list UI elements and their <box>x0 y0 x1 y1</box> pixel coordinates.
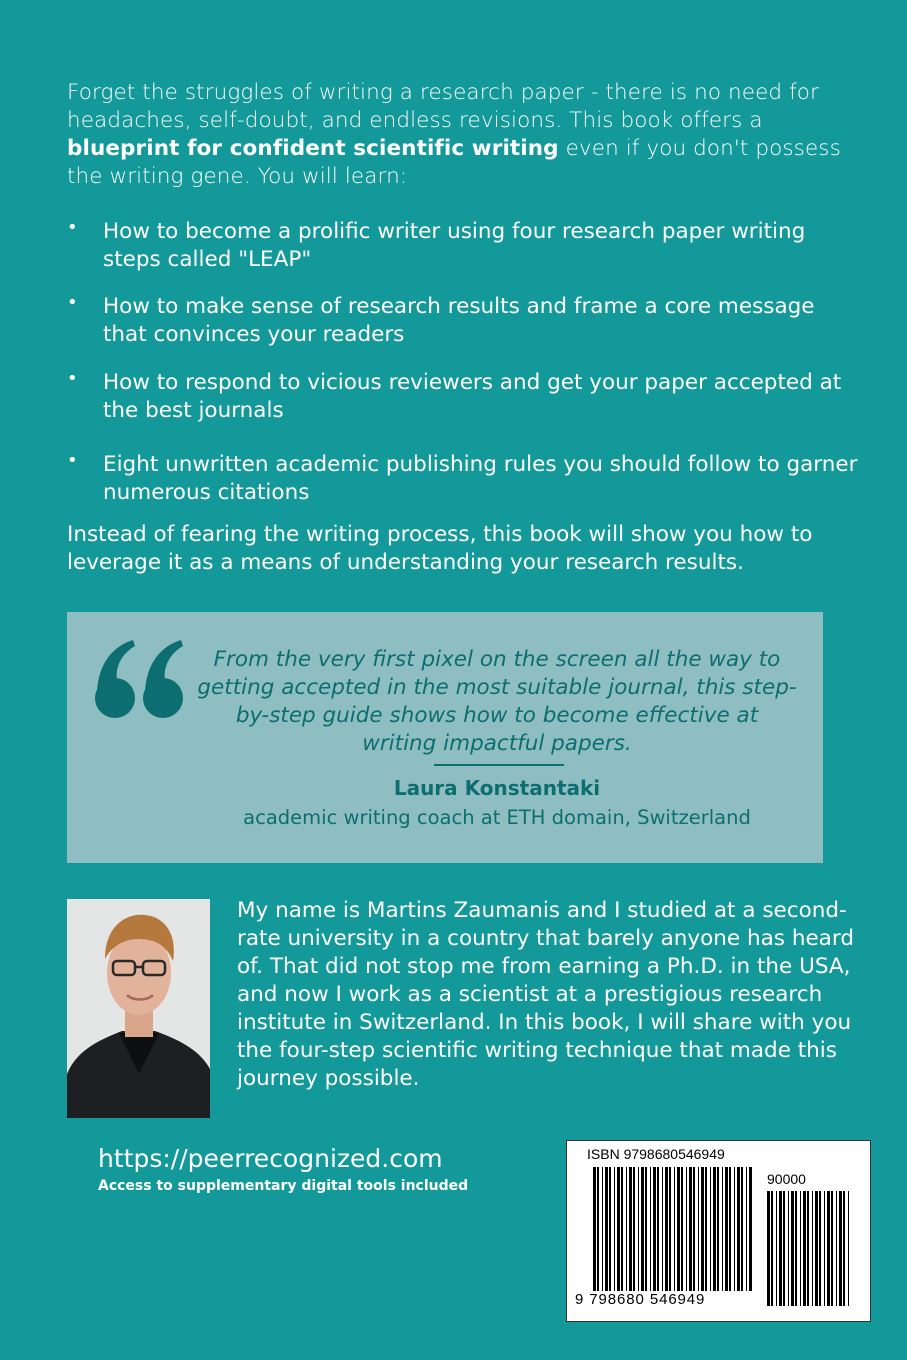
barcode-bar <box>795 1191 797 1306</box>
barcode-bar <box>617 1167 620 1291</box>
barcode-bar <box>729 1167 731 1291</box>
barcode-bar <box>710 1167 711 1291</box>
barcode-bar <box>791 1191 794 1306</box>
barcode-bar <box>831 1191 833 1306</box>
barcode-bar <box>839 1191 842 1306</box>
barcode-bar <box>746 1167 747 1291</box>
barcode-bar <box>836 1191 837 1306</box>
barcode-bar <box>741 1167 743 1291</box>
barcode-bar <box>749 1167 752 1291</box>
intro-text-end: even if you don't possess the writing gene. You will learn: <box>67 136 841 189</box>
barcode-bar <box>605 1167 608 1291</box>
barcode-bar <box>621 1167 623 1291</box>
website-subtitle: Access to supplementary digital tools included <box>98 1178 469 1194</box>
list-item-text: How to become a prolific writer using four research paper writing steps called "LEAP" <box>103 219 806 272</box>
barcode-bar <box>843 1191 845 1306</box>
barcode-bar <box>689 1167 692 1291</box>
barcode-bar <box>725 1167 728 1291</box>
barcode-bar <box>698 1167 699 1291</box>
barcode-bar <box>614 1167 615 1291</box>
barcode-bar <box>767 1191 770 1306</box>
barcode-bar <box>662 1167 663 1291</box>
barcode-bar <box>705 1167 707 1291</box>
barcode-bar <box>771 1191 773 1306</box>
author-bio: My name is Martins Zaumanis and I studied at a second-rate university in a country that barely anyone has heard of. That did not stop me from earning a Ph.D. in the USA, and now I work as a scientist at a prestigious research institute in Switzerland. In this book, I will share with you the four-step scientific writing technique that made this journey possible. <box>237 898 854 1091</box>
barcode-bar <box>701 1167 704 1291</box>
barcode-bar <box>807 1191 809 1306</box>
isbn-label: ISBN 9798680546949 <box>587 1146 725 1162</box>
barcode-bar <box>657 1167 659 1291</box>
barcode-bar <box>722 1167 723 1291</box>
barcode-bar <box>669 1167 671 1291</box>
barcode-bar <box>650 1167 651 1291</box>
barcode-bar <box>800 1191 801 1306</box>
barcode-bar <box>626 1167 627 1291</box>
intro-text-start: Forget the struggles of writing a research paper - there is no need for headaches, self-doubt, and endless revisions. This book offers a <box>67 80 819 133</box>
barcode-bar <box>827 1191 830 1306</box>
barcode-bar <box>819 1191 821 1306</box>
barcode-bar <box>653 1167 656 1291</box>
isbn-digits: 9 798680 546949 <box>575 1291 706 1308</box>
intro-paragraph <box>67 79 857 191</box>
barcode-bar <box>638 1167 639 1291</box>
barcode-bar <box>779 1191 782 1306</box>
barcode-bar <box>783 1191 785 1306</box>
barcode-bar <box>824 1191 825 1306</box>
barcode-bar <box>848 1191 849 1306</box>
barcode-bar <box>788 1191 789 1306</box>
intro-bold-phrase: blueprint for confident scientific writing <box>67 136 559 161</box>
barcode-bar <box>677 1167 680 1291</box>
barcode-bar <box>597 1167 599 1291</box>
barcode-bar <box>645 1167 647 1291</box>
testimonial-box <box>67 612 823 863</box>
barcode-bar <box>602 1167 603 1291</box>
bullet-icon: • <box>67 292 78 313</box>
website-url[interactable]: https://peerrecognized.com <box>98 1144 443 1173</box>
isbn-barcode <box>567 1141 870 1321</box>
barcode-bar <box>641 1167 644 1291</box>
bullet-icon: • <box>67 368 78 389</box>
barcode-bar <box>665 1167 668 1291</box>
testimonial-author-role: academic writing coach at ETH domain, Switzerland <box>243 806 751 829</box>
list-item-text: Eight unwritten academic publishing rules you should follow to garner numerous citations <box>103 452 858 505</box>
barcode-bar <box>776 1191 777 1306</box>
list-item-text: How to respond to vicious reviewers and get your paper accepted at the best journals <box>103 370 842 423</box>
bullet-icon: • <box>67 217 78 238</box>
barcode-bar <box>737 1167 740 1291</box>
barcode-bar <box>681 1167 683 1291</box>
bullet-icon: • <box>67 450 78 471</box>
outro-paragraph: Instead of fearing the writing process, this book will show you how to leverage it as a means of understanding your research results. <box>67 522 813 575</box>
barcode-bar <box>593 1167 596 1291</box>
barcode-bar <box>713 1167 716 1291</box>
barcode-bar <box>734 1167 735 1291</box>
barcode-bar <box>803 1191 806 1306</box>
author-photo <box>67 899 210 1118</box>
price-code: 90000 <box>767 1171 806 1187</box>
barcode-bar <box>812 1191 813 1306</box>
barcode-bar <box>717 1167 719 1291</box>
testimonial-quote: From the very first pixel on the screen all the way to getting accepted in the most suitable journal, this step-by-step guide shows how to become effective at writing impactful papers. <box>197 647 797 756</box>
barcode-bar <box>686 1167 687 1291</box>
list-item-text: How to make sense of research results and frame a core message that convinces your readers <box>103 294 815 347</box>
barcode-bar <box>815 1191 818 1306</box>
quote-mark-icon <box>93 634 193 724</box>
author-photo-illustration <box>67 899 210 1118</box>
barcode-bar <box>629 1167 632 1291</box>
barcode-bar <box>674 1167 675 1291</box>
barcode-bar <box>693 1167 695 1291</box>
barcode-bar <box>633 1167 635 1291</box>
quote-divider <box>434 764 564 766</box>
barcode-bar <box>609 1167 611 1291</box>
testimonial-author: Laura Konstantaki <box>393 776 601 800</box>
